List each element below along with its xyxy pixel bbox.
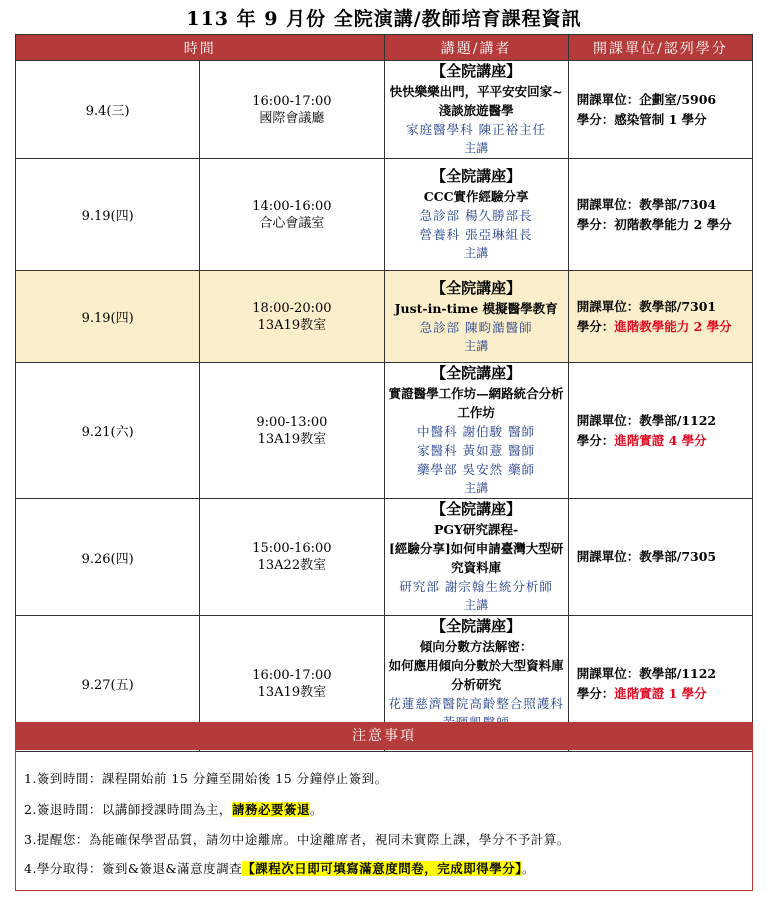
- notes-box: [15, 722, 753, 891]
- time-location-cell: [200, 271, 384, 363]
- credit: [577, 110, 752, 130]
- credit-value: 進階實證 4 學分: [614, 432, 707, 448]
- lecture-tag: 【全院講座】: [431, 500, 522, 518]
- time-location-cell: [200, 499, 384, 616]
- credit-label: 學分：: [576, 432, 615, 448]
- lecture-title: 傾向分數方法解密：: [419, 639, 533, 654]
- lecture-tag: 【全院講座】: [431, 62, 522, 80]
- credit-label: 學分：: [576, 685, 615, 701]
- time-location-cell: [200, 159, 384, 271]
- credit-label: 學分：: [576, 216, 615, 232]
- table-row: [16, 61, 753, 159]
- speaker: 家醫科 黃如薏 醫師: [417, 443, 536, 458]
- unit-cell: [568, 363, 752, 499]
- table-row: [16, 271, 753, 363]
- topic-cell: [384, 159, 568, 271]
- table-header-row: [16, 35, 753, 61]
- date-cell: 9.4(三): [16, 61, 200, 159]
- note-2-end: 。: [309, 802, 323, 817]
- speaker: 藥學部 吳安然 藥師: [417, 462, 536, 477]
- venue: 合心會議室: [259, 215, 325, 231]
- credit: [577, 684, 752, 704]
- note-2: [24, 800, 323, 818]
- venue: 13A19教室: [257, 431, 327, 447]
- credit-value: 進階實證 1 學分: [614, 685, 707, 701]
- speaker: 研究部 謝宗翰生統分析師: [399, 579, 553, 594]
- schedule-table: [15, 34, 753, 752]
- lecture-title: [經驗分享]如何申請臺灣大型研究資料庫: [388, 541, 564, 575]
- header-unit: 開課單位/認列學分: [568, 35, 752, 61]
- date-cell: 9.19(四): [16, 159, 200, 271]
- note-4: [24, 859, 535, 877]
- topic-cell: [384, 363, 568, 499]
- organizer: 開課單位：企劃室/5906: [576, 91, 717, 107]
- topic-cell: [384, 271, 568, 363]
- header-topic: 講題/講者: [384, 35, 568, 61]
- topic-cell: [384, 61, 568, 159]
- credit-value: 感染管制 1 學分: [614, 111, 707, 127]
- venue: 13A19教室: [257, 684, 327, 700]
- speaker: 急診部 楊久勝部長: [419, 208, 533, 223]
- topic-cell: [384, 499, 568, 616]
- organizer: 開課單位：教學部/7301: [576, 298, 717, 314]
- lecture-tag: 【全院講座】: [431, 364, 522, 382]
- time-range: 18:00-20:00: [252, 300, 332, 316]
- lecture-title: 實證醫學工作坊—網路統合分析工作坊: [388, 386, 564, 420]
- time-location-cell: [200, 363, 384, 499]
- note-3: 3.提醒您：為能確保學習品質，請勿中途離席。中途離席者，視同未實際上課，學分不予計算。: [24, 832, 570, 847]
- credit: [577, 215, 752, 235]
- lecture-title: Just-in-time 模擬醫學教育: [394, 300, 558, 316]
- time-location-cell: [200, 61, 384, 159]
- date-cell: 9.19(四): [16, 271, 200, 363]
- note-2-highlight: 請務必要簽退: [231, 802, 310, 817]
- date-cell: 9.21(六): [16, 363, 200, 499]
- credit-value: 進階教學能力 2 學分: [614, 318, 732, 334]
- time-range: 15:00-16:00: [252, 541, 332, 556]
- unit-cell: [568, 271, 752, 363]
- unit-cell: [568, 499, 752, 616]
- speaker-role: 主講: [464, 598, 489, 612]
- lecture-title: 快快樂樂出門，平平安安回家~淺談旅遊醫學: [389, 84, 563, 118]
- unit-cell: [568, 61, 752, 159]
- unit-cell: [568, 159, 752, 271]
- credit-value: 初階教學能力 2 學分: [614, 216, 732, 232]
- speaker: 家庭醫學科 陳正裕主任: [406, 122, 547, 137]
- page-title: 113 年 9 月份 全院演講/教師培育課程資訊: [186, 8, 582, 30]
- organizer: 開課單位：教學部/7305: [576, 549, 717, 564]
- venue: 國際會議廳: [259, 110, 325, 126]
- lecture-tag: 【全院講座】: [431, 617, 522, 635]
- note-2-text: 2.簽退時間：以講師授課時間為主，: [24, 802, 232, 817]
- organizer: 開課單位：教學部/7304: [576, 196, 717, 212]
- speaker: 營養科 張亞琳組長: [419, 227, 533, 242]
- lecture-title: 如何應用傾向分數於大型資料庫分析研究: [388, 658, 564, 692]
- venue: 13A19教室: [257, 317, 327, 333]
- speaker-role: 主講: [464, 338, 489, 353]
- credit: [577, 317, 752, 337]
- credit-label: 學分：: [576, 111, 615, 127]
- note-4-end: 。: [521, 861, 535, 876]
- lecture-tag: 【全院講座】: [431, 278, 522, 297]
- time-range: 14:00-16:00: [252, 198, 332, 214]
- time-range: 9:00-13:00: [256, 414, 328, 430]
- date-cell: 9.26(四): [16, 499, 200, 616]
- lecture-title: PGY研究課程-: [434, 522, 519, 537]
- speaker-role: 主講: [464, 246, 489, 260]
- table-row: [16, 159, 753, 271]
- header-time: 時間: [16, 35, 385, 61]
- speaker: 急診部 陳畇澔醫師: [419, 319, 533, 335]
- time-range: 16:00-17:00: [252, 667, 332, 683]
- time-range: 16:00-17:00: [252, 93, 332, 109]
- speaker-role: 主講: [464, 481, 489, 495]
- table-row: [16, 363, 753, 499]
- credit: [577, 431, 752, 451]
- venue: 13A22教室: [257, 558, 327, 573]
- notes-heading: 注意事項: [16, 723, 752, 750]
- lecture-title: CCC實作經驗分享: [423, 189, 529, 204]
- table-row: [16, 499, 753, 616]
- lecture-tag: 【全院講座】: [431, 167, 522, 185]
- note-4-highlight: 【課程次日即可填寫滿意度問卷，完成即得學分】: [242, 861, 522, 876]
- note-1: 1.簽到時間：課程開始前 15 分鐘至開始後 15 分鐘停止簽到。: [24, 771, 388, 786]
- organizer: 開課單位：教學部/1122: [576, 412, 717, 428]
- speaker-role: 主講: [464, 141, 489, 155]
- organizer: 開課單位：教學部/1122: [576, 665, 717, 681]
- note-4-text: 4.學分取得：簽到&簽退&滿意度調查: [24, 861, 243, 876]
- date-cell: 9.27(五): [16, 616, 200, 752]
- speaker: 花蓮慈濟醫院高齡整合照護科: [388, 696, 564, 711]
- credit-label: 學分：: [576, 318, 615, 334]
- speaker: 中醫科 謝伯駿 醫師: [417, 424, 536, 439]
